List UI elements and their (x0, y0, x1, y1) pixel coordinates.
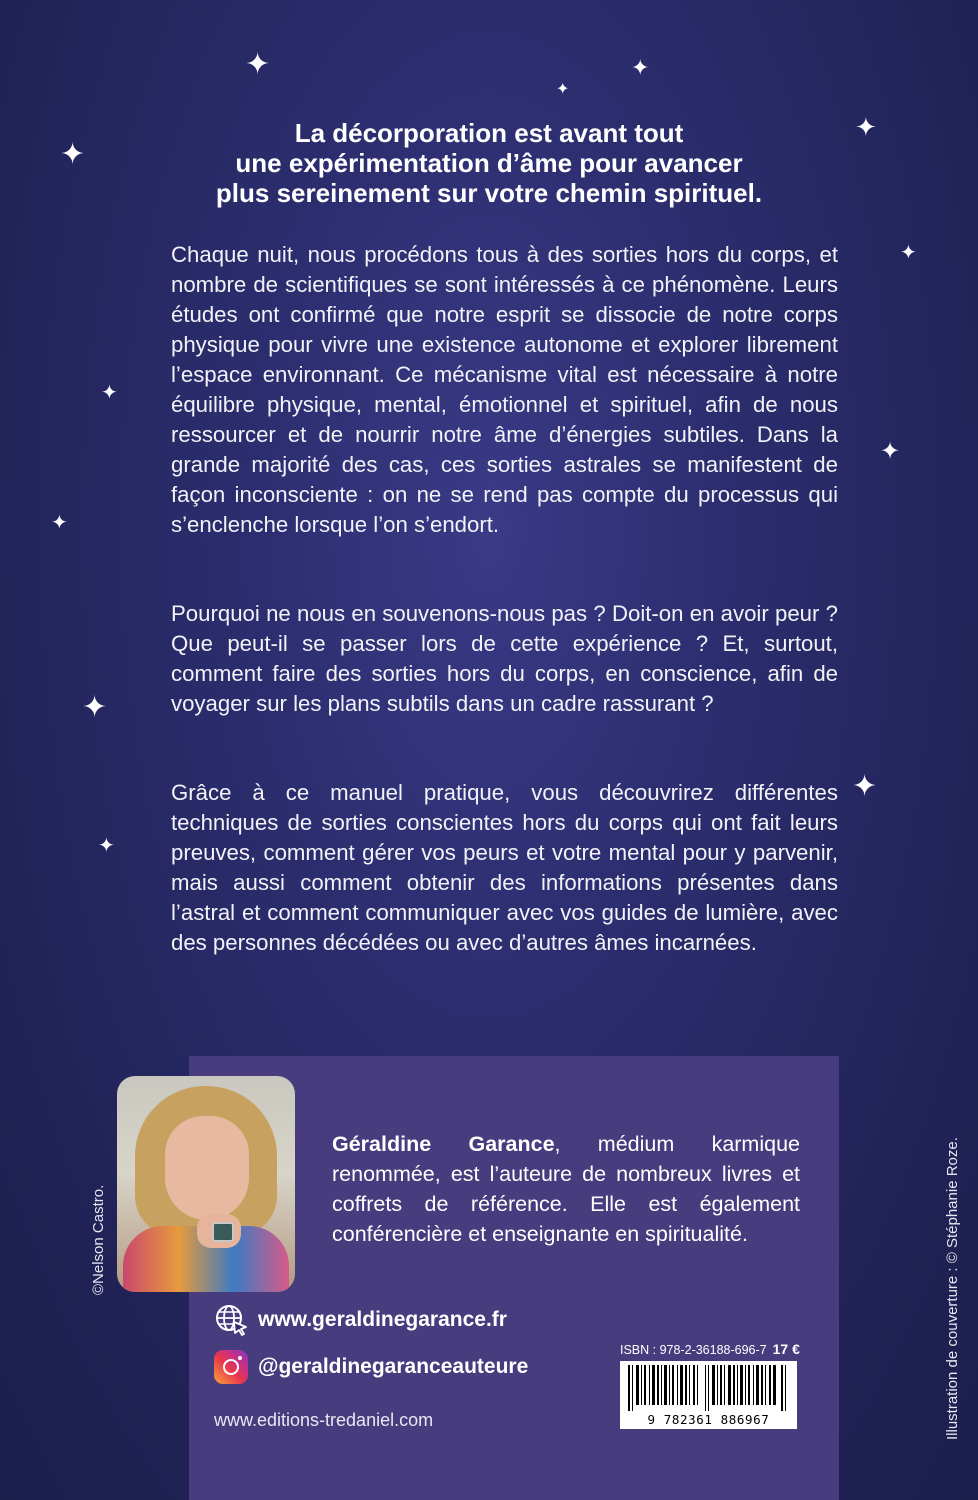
star-sparkle-icon: ✦ (631, 55, 650, 80)
barcode (620, 1361, 797, 1429)
instagram-handle: @geraldinegaranceauteure (258, 1355, 529, 1378)
star-sparkle-icon: ✦ (101, 382, 118, 404)
description-paragraph-2: Pourquoi ne nous en souvenons-nous pas ? Doit-on en avoir peur ? Que peut-il se passer lors de cette expérience ? Et, surtout, comment faire des sorties hors du corps, en conscience, afin de voyager sur les plans subtils dans un cadre rassurant ? (171, 601, 838, 716)
author-name: Géraldine Garance (332, 1132, 555, 1156)
price: 17 € (772, 1341, 800, 1357)
star-sparkle-icon: ✦ (852, 770, 878, 803)
barcode-digits: 9 782361 886967 (647, 1412, 770, 1427)
barcode-bars (626, 1365, 791, 1411)
star-sparkle-icon: ✦ (82, 691, 108, 724)
isbn-text: ISBN : 978-2-36188-696-7 (620, 1343, 767, 1357)
tagline: La décorporation est avant tout une expérimentation d’âme pour avancer plus sereinement sur votre chemin spirituel. (215, 118, 763, 208)
star-sparkle-icon: ✦ (855, 112, 877, 142)
author-bio-text: , médium karmique renommée, est l’auteure de nombreux livres et coffrets de référence. Elle est également conférencière et enseignante en spiritualité. (332, 1132, 800, 1246)
instagram-icon (214, 1350, 248, 1384)
author-photo (117, 1076, 295, 1292)
instagram-link[interactable] (214, 1350, 528, 1384)
publisher-website[interactable]: www.editions-tredaniel.com (214, 1410, 434, 1430)
author-bio (332, 1129, 800, 1249)
star-sparkle-icon: ✦ (900, 242, 917, 264)
website-text: www.geraldinegarance.fr (258, 1308, 507, 1331)
description-paragraph-3: Grâce à ce manuel pratique, vous découvrirez différentes techniques de sorties conscientes hors du corps qui ont fait leurs preuves, comment gérer vos peurs et votre mental pour y parvenir, mais aussi comment obtenir des informations présentes dans l’astral et comment communiquer avec vos guides de lumière, avec des personnes décédées ou avec d’autres âmes incarnées. (171, 780, 838, 955)
globe-cursor-icon (214, 1303, 248, 1337)
star-sparkle-icon: ✦ (60, 138, 86, 171)
isbn-price (620, 1341, 800, 1357)
star-sparkle-icon: ✦ (98, 835, 115, 857)
star-sparkle-icon: ✦ (880, 438, 901, 465)
star-sparkle-icon: ✦ (51, 512, 68, 534)
star-sparkle-icon: ✦ (245, 48, 271, 81)
description-paragraph-1: Chaque nuit, nous procédons tous à des sorties hors du corps, et nombre de scientifiques se sont intéressés à ce phénomène. Leurs études ont confirmé que notre esprit se dissocie de notre corps physique pour vivre une existence autonome et explorer librement l’espace environnant. Ce mécanisme vital est nécessaire à notre équilibre physique, mental, émotionnel et spirituel, afin de nous ressourcer et de nourrir notre âme d’énergies subtiles. Dans la grande majorité des cas, ces sorties astrales se manifestent de façon inconsciente : on ne se rend pas compte du processus qui s’enclenche lorsque l’on s’endort. (171, 242, 838, 537)
website-link[interactable] (214, 1303, 507, 1337)
star-sparkle-icon: ✦ (556, 81, 570, 98)
